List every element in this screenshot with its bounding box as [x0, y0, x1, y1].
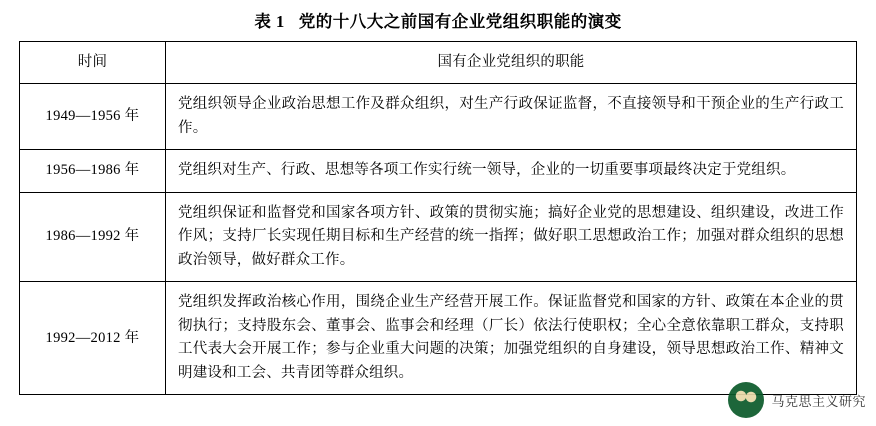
table-header-row — [20, 42, 857, 84]
table-row — [20, 282, 857, 395]
table-caption — [0, 0, 876, 41]
watermark-label: 马克思主义研究 — [771, 393, 866, 409]
cell-function: 党组织领导企业政治思想工作及群众组织，对生产行政保证监督，不直接领导和干预企业的生产行政工作。 — [166, 84, 857, 150]
table-caption-title: 党的十八大之前国有企业党组织职能的演变 — [298, 12, 622, 31]
watermark — [728, 382, 866, 418]
cell-function: 党组织发挥政治核心作用，围绕企业生产经营开展工作。保证监督党和国家的方针、政策在本企业的贯彻执行；支持股东会、董事会、监事会和经理（厂长）依法行使职权；全心全意依靠职工群众，支持职工代表大会开展工作；参与企业重大问题的决策；加强党组织的自身建设，领导思想政治工作、精神文明建设和工会、共青团等群众组织。 — [166, 282, 857, 395]
table-header — [20, 42, 857, 84]
table-row — [20, 192, 857, 281]
table-body — [20, 84, 857, 395]
column-header-function: 国有企业党组织的职能 — [166, 42, 857, 84]
cell-time: 1949—1956 年 — [20, 84, 166, 150]
cell-function: 党组织保证和监督党和国家各项方针、政策的贯彻实施；搞好企业党的思想建设、组织建设，改进工作作风；支持厂长实现任期目标和生产经营的统一指挥；做好职工思想政治工作；加强对群众组织的思想政治领导，做好群众工作。 — [166, 192, 857, 281]
wechat-official-account-logo-icon — [728, 382, 764, 418]
data-table — [19, 41, 857, 395]
cell-time: 1986—1992 年 — [20, 192, 166, 281]
cell-time: 1992—2012 年 — [20, 282, 166, 395]
table-caption-number: 表 1 — [254, 12, 285, 31]
cell-time: 1956—1986 年 — [20, 150, 166, 192]
table-row — [20, 150, 857, 192]
cell-function: 党组织对生产、行政、思想等各项工作实行统一领导，企业的一切重要事项最终决定于党组织。 — [166, 150, 857, 192]
column-header-time: 时间 — [20, 42, 166, 84]
table-row — [20, 84, 857, 150]
